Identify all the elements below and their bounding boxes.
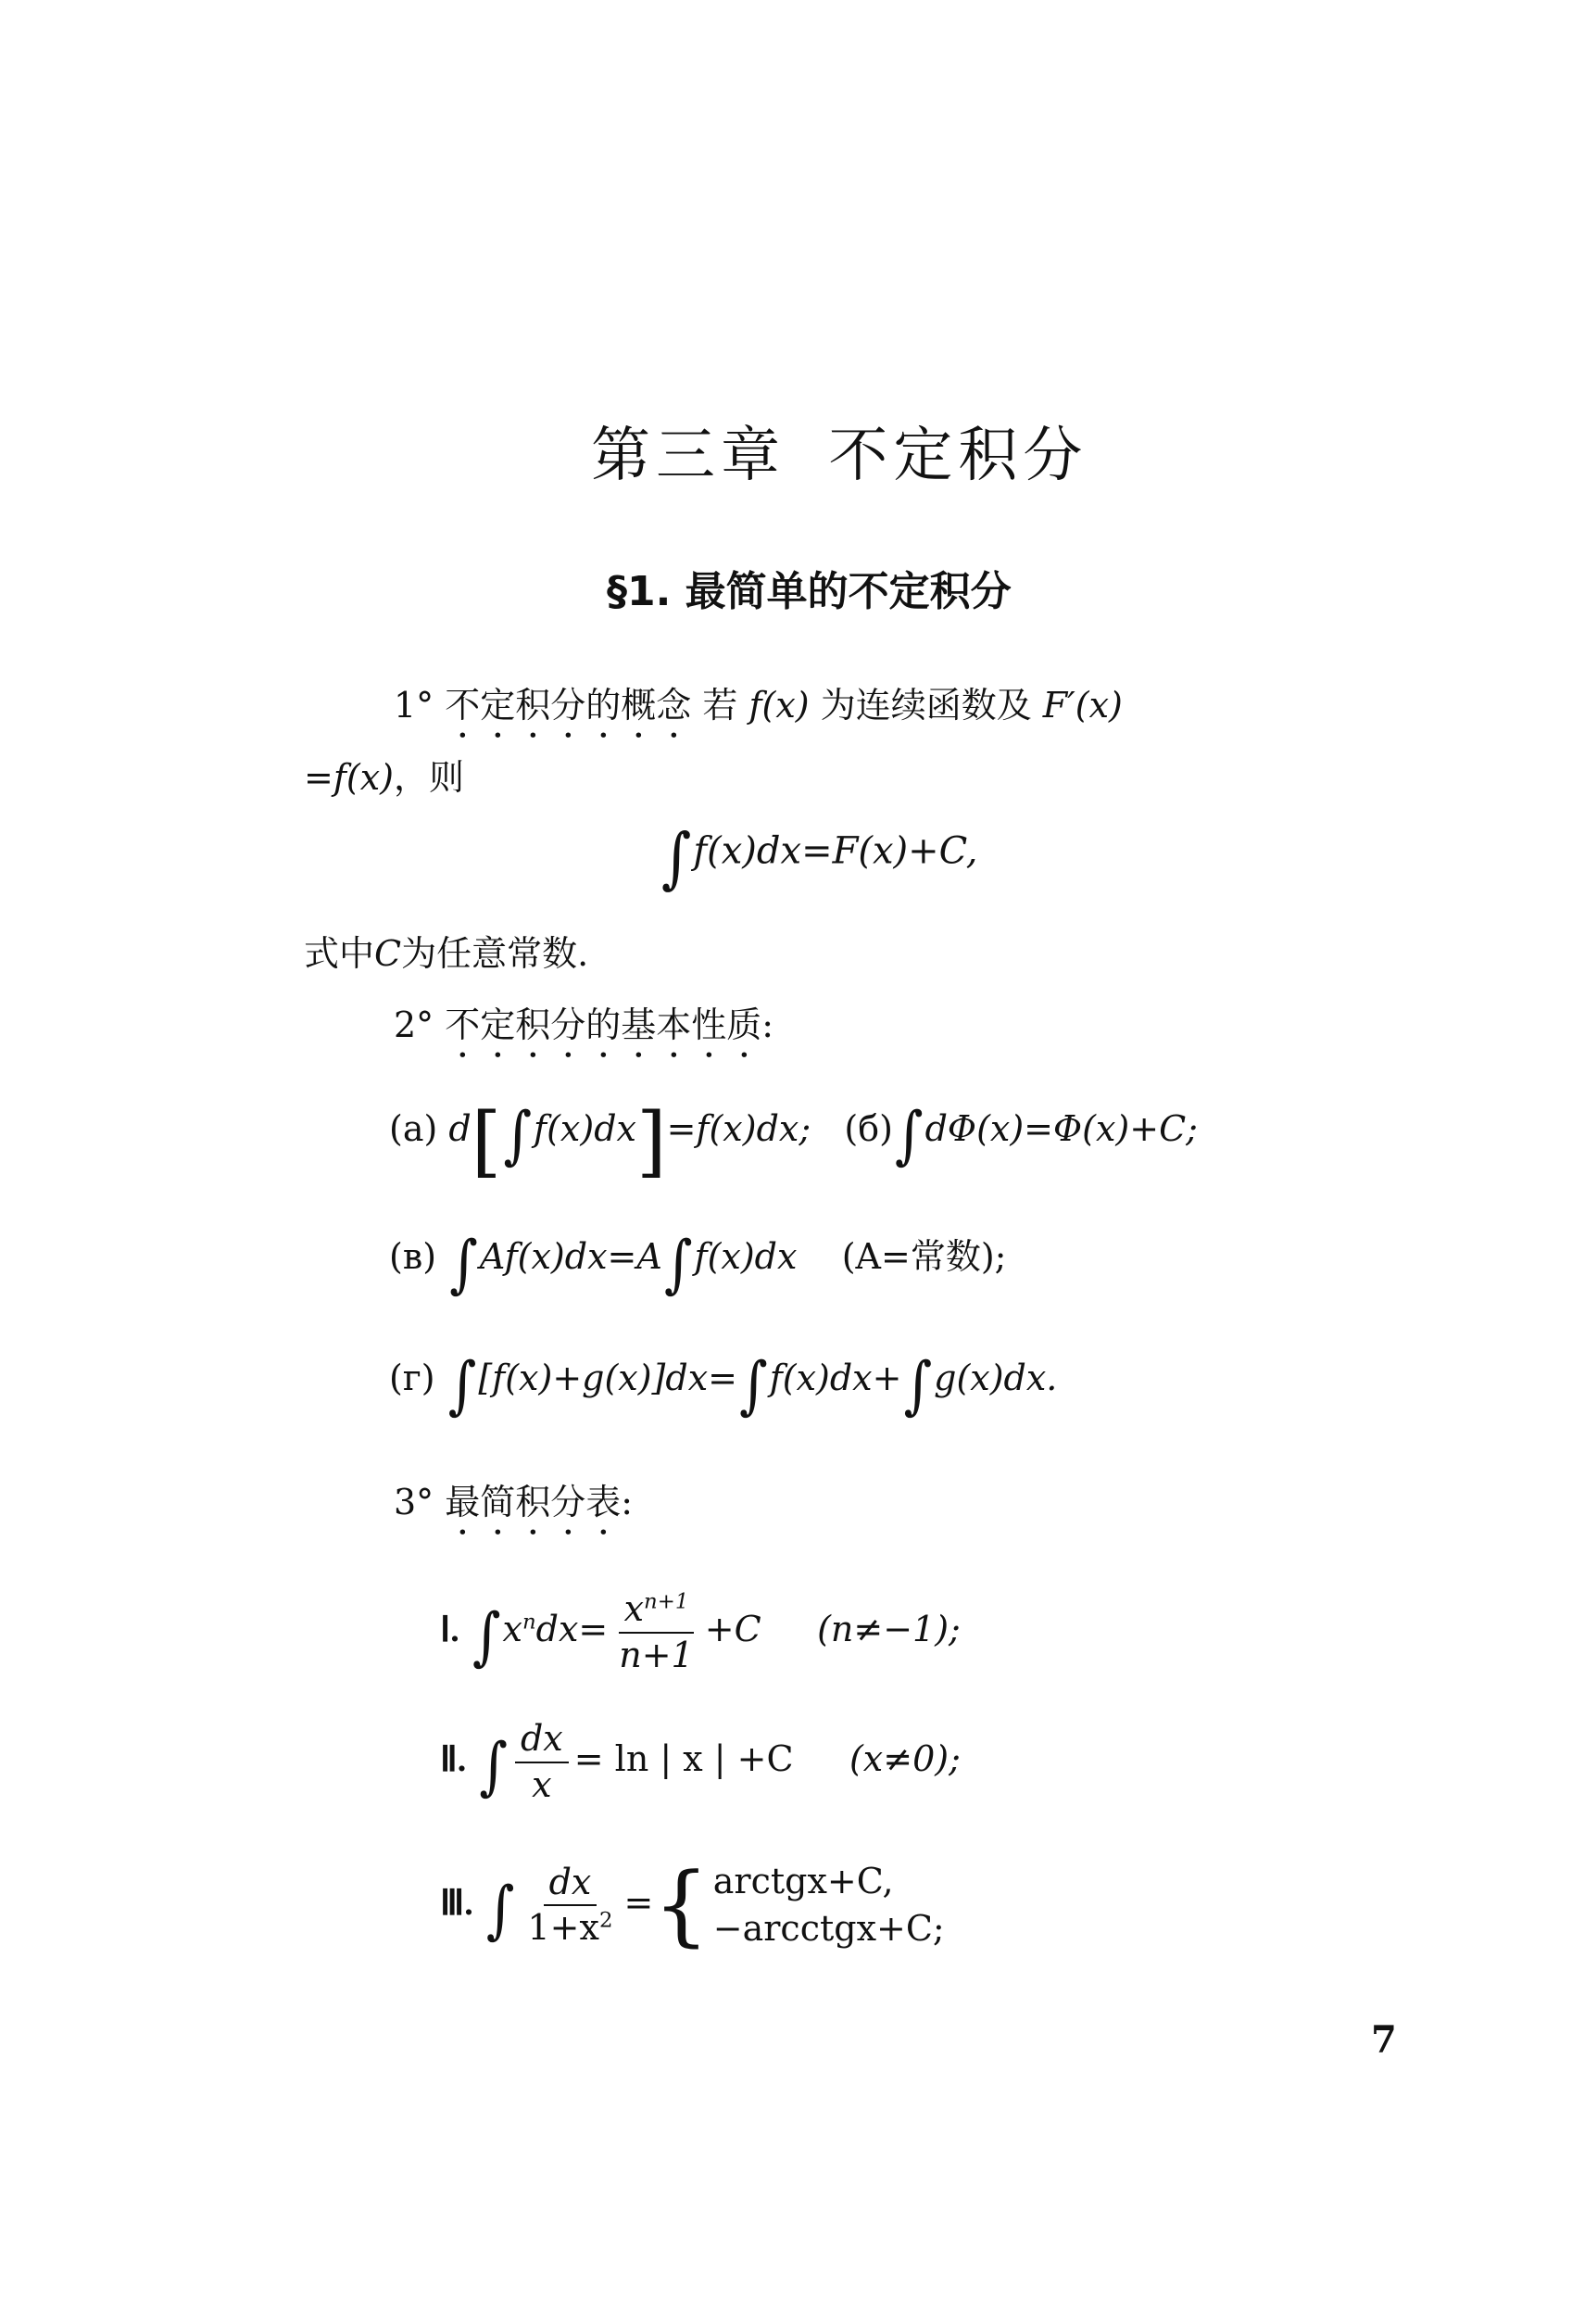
paragraph-1-line-1 <box>394 676 1123 746</box>
formula-1-den: n+1 <box>619 1634 694 1675</box>
formula-1-label: Ⅰ. <box>440 1610 459 1650</box>
left-brace: { <box>653 1853 710 1956</box>
formula-1-base: x <box>502 1609 522 1650</box>
property-b-rhs: =Φ(x)+C; <box>1024 1107 1198 1149</box>
differential-d: d <box>448 1107 472 1149</box>
property-a-label: (a) <box>389 1107 438 1149</box>
formula-3-case-1: arctgx+C, <box>712 1861 894 1901</box>
property-a-b <box>389 1095 1198 1186</box>
integral-sign: ∫ <box>894 1098 924 1172</box>
paragraph-2-heading: 不定积分的基本性质 <box>445 1004 762 1045</box>
formula-3-num: dx <box>544 1863 597 1907</box>
property-v-mid: =A <box>607 1236 662 1277</box>
paragraph-1-heading: 不定积分的概念 <box>445 685 692 726</box>
formula-2-condition: (x≠0); <box>849 1738 961 1780</box>
table-formula-3 <box>440 1853 945 1956</box>
integral-sign: ∫ <box>479 1728 508 1802</box>
integral-sign: ∫ <box>472 1598 501 1673</box>
formula-2-den: x <box>532 1763 552 1805</box>
section-title: §1. 最简单的不定积分 <box>607 568 1012 615</box>
formula-3-eq: = <box>623 1881 654 1923</box>
property-g-label: (г) <box>389 1358 435 1398</box>
page-number: 7 <box>1371 2018 1397 2062</box>
integral-sign: ∫ <box>447 1347 477 1421</box>
formula-1-fraction <box>613 1589 699 1675</box>
equation-1 <box>660 818 978 897</box>
formula-3-den-exp: 2 <box>598 1908 613 1933</box>
formula-3-case-2: −arcctgx+C; <box>712 1908 945 1950</box>
formula-3-label: Ⅲ. <box>440 1883 473 1923</box>
formula-1-num-base: x <box>623 1588 645 1629</box>
paragraph-1-mid: 为连续函数及 <box>809 685 1043 726</box>
paragraph-1-number: 1° <box>394 685 434 726</box>
paragraph-3 <box>394 1473 633 1543</box>
property-g-i2: g(x)dx. <box>934 1358 1058 1398</box>
property-g-plus: + <box>872 1358 902 1398</box>
property-a-rhs: =f(x)dx; <box>666 1107 811 1149</box>
table-formula-1 <box>440 1589 961 1675</box>
formula-1-num-exp: n+1 <box>644 1589 689 1614</box>
formula-1-exp: n <box>522 1610 536 1635</box>
paragraph-2-colon: : <box>761 1004 774 1045</box>
paragraph-1-line-2 <box>304 749 464 800</box>
equation-1-integrand: f(x)dx <box>693 829 802 873</box>
note-pre: 式中 <box>304 933 375 974</box>
paragraph-3-colon: : <box>621 1482 634 1522</box>
formula-2-rhs: = ln | x | +C <box>573 1738 794 1780</box>
property-v-note: (A=常数); <box>841 1236 1007 1277</box>
property-v-label: (в) <box>389 1236 437 1277</box>
integral-sign: ∫ <box>739 1347 768 1421</box>
formula-1-eq: = <box>578 1609 609 1650</box>
paragraph-1-tail: ，则 <box>394 757 465 798</box>
paragraph-2-number: 2° <box>394 1004 434 1045</box>
property-g-eq: = <box>708 1358 737 1398</box>
equation-1-rhs: =F(x)+C, <box>801 829 978 873</box>
paragraph-3-number: 3° <box>394 1482 434 1522</box>
property-g-integrand: [f(x)+g(x)]dx <box>478 1358 709 1398</box>
formula-2-label: Ⅱ. <box>440 1740 467 1780</box>
left-bracket: [ <box>471 1095 502 1186</box>
right-bracket: ] <box>635 1095 667 1186</box>
paragraph-1-lead: 若 <box>691 685 749 726</box>
note-arbitrary-constant <box>304 925 588 976</box>
integral-sign: ∫ <box>903 1347 933 1421</box>
formula-3-fraction <box>522 1863 618 1949</box>
property-v <box>389 1226 1007 1300</box>
chapter-title: 第三章 不定积分 <box>591 422 1088 490</box>
integral-sign: ∫ <box>449 1226 478 1300</box>
formula-1-dx: dx <box>535 1609 579 1650</box>
property-b-integrand: dΦ(x) <box>924 1107 1025 1149</box>
formula-1-tail: +C <box>704 1609 761 1650</box>
paragraph-1-fx-2: f(x) <box>333 757 394 798</box>
integral-sign: ∫ <box>663 1226 693 1300</box>
paragraph-3-heading: 最简积分表 <box>445 1482 622 1522</box>
formula-3-cases <box>653 1853 945 1956</box>
paragraph-1-fx: f(x) <box>748 685 810 726</box>
integral-sign: ∫ <box>661 818 692 897</box>
paragraph-2 <box>394 996 773 1066</box>
formula-3-den-pre: 1+x <box>527 1907 599 1949</box>
property-v-integrand-2: f(x)dx <box>694 1236 798 1277</box>
integral-sign: ∫ <box>485 1872 515 1946</box>
table-formula-2 <box>440 1719 961 1805</box>
formula-2-fraction <box>515 1719 569 1805</box>
property-g <box>389 1347 1058 1421</box>
property-b-label: (б) <box>844 1107 893 1149</box>
property-a-inner: f(x)dx <box>534 1107 636 1149</box>
property-v-integrand: Af(x)dx <box>479 1236 608 1277</box>
integral-sign: ∫ <box>503 1098 533 1172</box>
paragraph-1-fprime: F′(x) <box>1042 685 1123 726</box>
property-g-i1: f(x)dx <box>769 1358 873 1398</box>
note-post: 为任意常数. <box>401 933 589 974</box>
formula-2-num: dx <box>515 1719 569 1763</box>
paragraph-1-equals: = <box>304 757 333 798</box>
note-constant: C <box>374 933 402 974</box>
formula-1-condition: (n≠−1); <box>817 1609 961 1650</box>
